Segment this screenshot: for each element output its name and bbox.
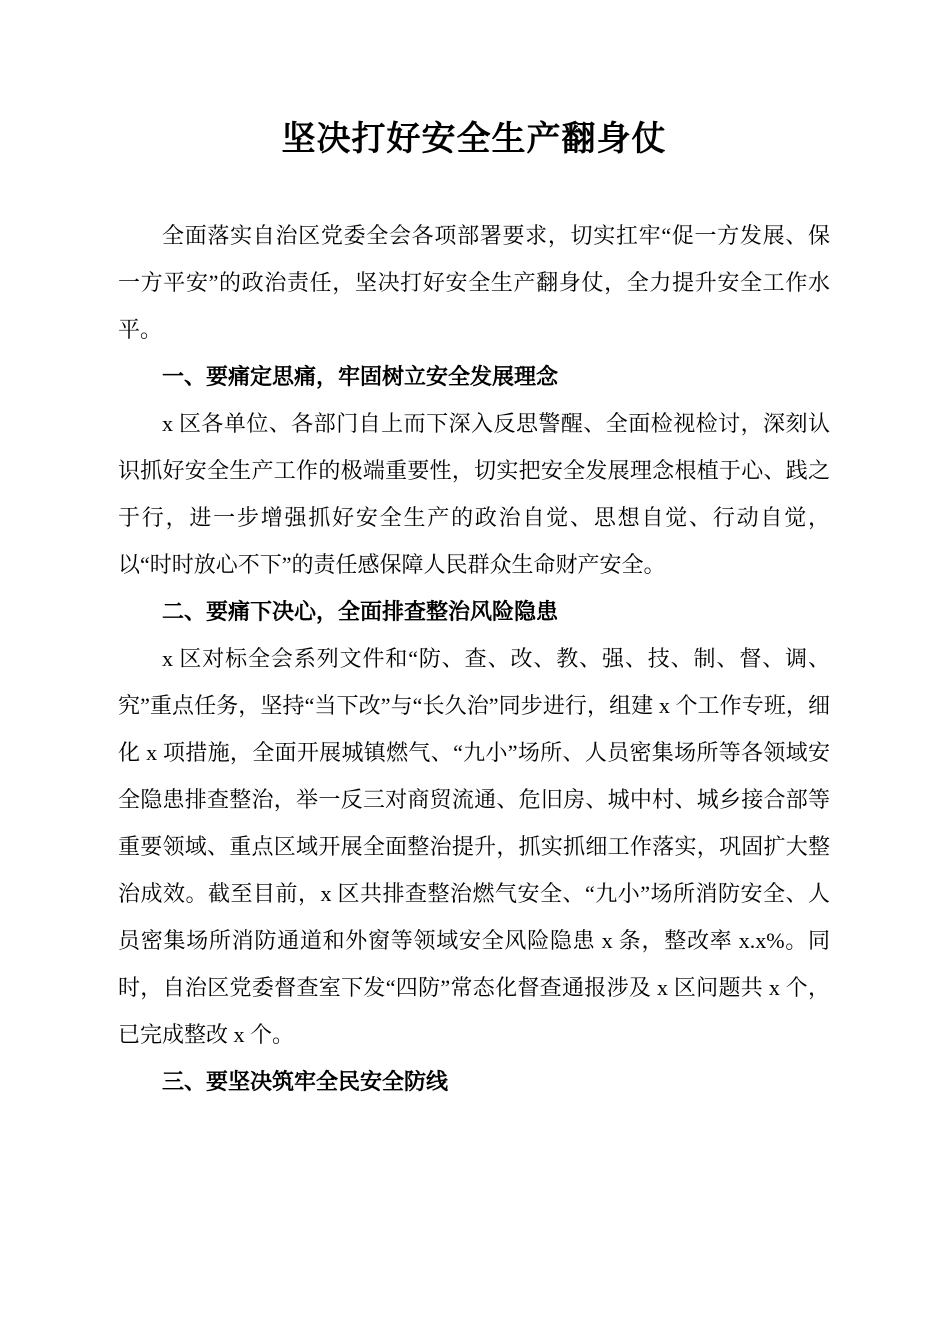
intro-paragraph: 全面落实自治区党委全会各项部署要求，切实扛牢“促一方发展、保一方平安”的政治责任，坚决打好安全生产翻身仗，全力提升安全工作水平。	[118, 223, 830, 343]
document-title: 坚决打好安全生产翻身仗	[281, 121, 667, 158]
section-3-heading: 三、要坚决筑牢全民安全防线	[162, 1069, 449, 1095]
section-1-heading: 一、要痛定思痛，牢固树立安全发展理念	[162, 364, 559, 390]
section-2-heading: 二、要痛下决心，全面排查整治风险隐患	[162, 599, 559, 625]
section-1-body: x 区各单位、各部门自上而下深入反思警醒、全面检视检讨，深刻认识抓好安全生产工作的极端重要性，切实把安全发展理念根植于心、践之于行，进一步增强抓好安全生产的政治自觉、思想自觉、行动自觉，以“时时放心不下”的责任感保障人民群众生命财产安全。	[118, 411, 830, 578]
section-2-body: x 区对标全会系列文件和“防、查、改、教、强、技、制、督、调、究”重点任务，坚持“当下改”与“长久治”同步进行，组建 x 个工作专班，细化 x 项措施，全面开展城镇燃气、“九小”场所、人员密集场所等各领域安全隐患排查整治，举一反三对商贸流通、危旧房、城中村、城乡接合部等重要领域、重点区域开展全面整治提升，抓实抓细工作落实，巩固扩大整治成效。截至目前，x 区共排查整治燃气安全、“九小”场所消防安全、人员密集场所消防通道和外窗等领域安全风险隐患 x 条，整改率 x.x%。同时，自治区党委督查室下发“四防”常态化督查通报涉及 x 区问题共 x 个，已完成整改 x 个。	[118, 646, 830, 1048]
